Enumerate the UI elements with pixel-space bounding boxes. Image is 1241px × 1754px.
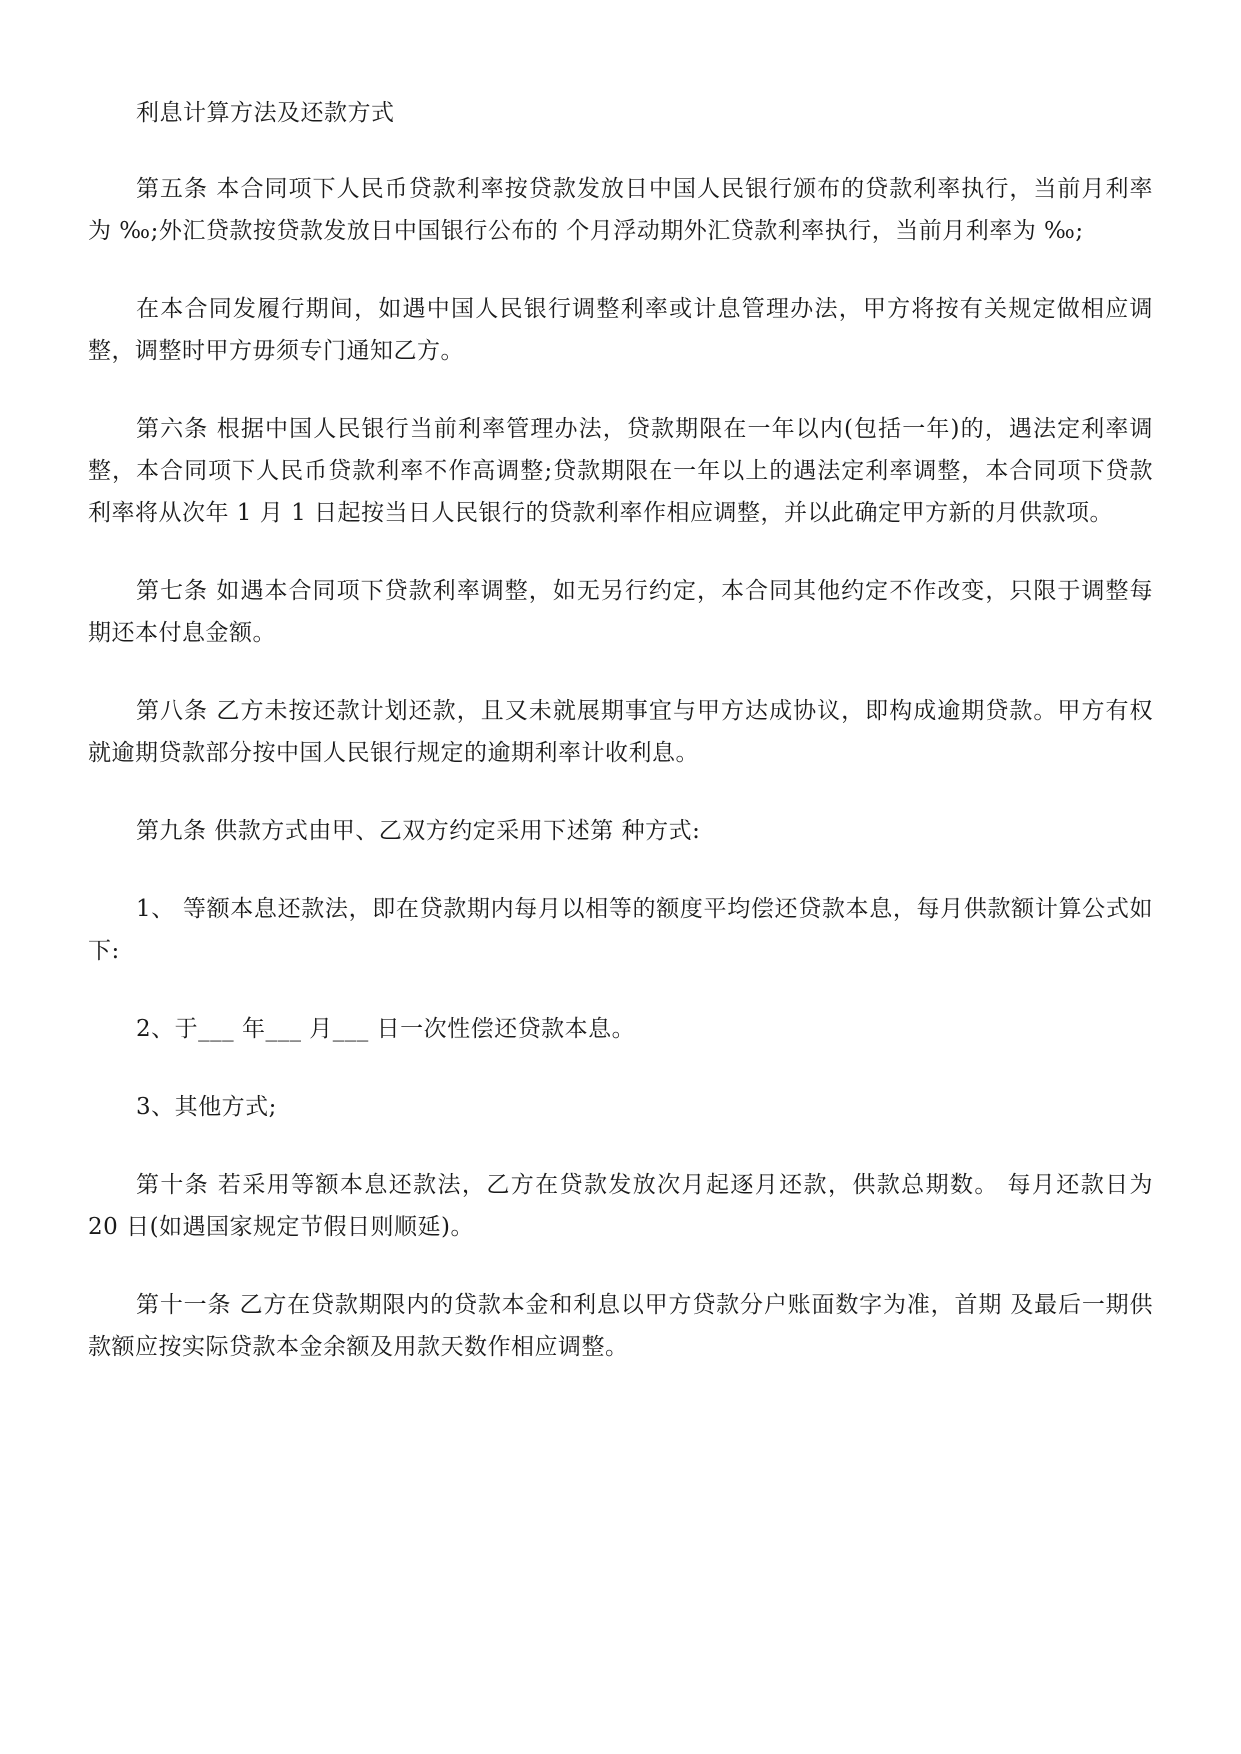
document-body: [88, 92, 1153, 1368]
article-8-paragraph: 第八条 乙方未按还款计划还款，且又未就展期事宜与甲方达成协议，即构成逾期贷款。甲方有权就逾期贷款部分按中国人民银行规定的逾期利率计收利息。: [88, 698, 1153, 766]
article-9-paragraph: 第九条 供款方式由甲、乙双方约定采用下述第 种方式:: [136, 818, 701, 844]
repayment-method-3: 3、其他方式;: [136, 1094, 277, 1120]
article-6-paragraph: 第六条 根据中国人民银行当前利率管理办法，贷款期限在一年以内(包括一年)的，遇法定利率调整，本合同项下人民币贷款利率不作高调整;贷款期限在一年以上的遇法定利率调整，本合同项下贷款利率将从次年 1 月 1 日起按当日人民银行的贷款利率作相应调整，并以此确定甲方新的月供款项。: [88, 416, 1153, 526]
article-7-paragraph: 第七条 如遇本合同项下贷款利率调整，如无另行约定，本合同其他约定不作改变，只限于调整每期还本付息金额。: [88, 578, 1153, 646]
repayment-method-1: 1、 等额本息还款法，即在贷款期内每月以相等的额度平均偿还贷款本息，每月供款额计算公式如下:: [88, 896, 1153, 964]
repayment-method-2: 2、于___ 年___ 月___ 日一次性偿还贷款本息。: [136, 1016, 636, 1042]
article-11-paragraph: 第十一条 乙方在贷款期限内的贷款本金和利息以甲方贷款分户账面数字为准，首期 及最后一期供款额应按实际贷款本金余额及用款天数作相应调整。: [88, 1292, 1153, 1360]
article-5-paragraph: 第五条 本合同项下人民币贷款利率按贷款发放日中国人民银行颁布的贷款利率执行，当前月利率为 ‰;外汇贷款按贷款发放日中国银行公布的 个月浮动期外汇贷款利率执行，当前月利率为 ‰;: [88, 176, 1153, 244]
article-10-paragraph: 第十条 若采用等额本息还款法，乙方在贷款发放次月起逐月还款，供款总期数。 每月还款日为 20 日(如遇国家规定节假日则顺延)。: [88, 1172, 1153, 1240]
section-heading: 利息计算方法及还款方式: [136, 100, 395, 126]
rate-adjustment-paragraph: 在本合同发履行期间，如遇中国人民银行调整利率或计息管理办法，甲方将按有关规定做相应调整，调整时甲方毋须专门通知乙方。: [88, 296, 1153, 364]
